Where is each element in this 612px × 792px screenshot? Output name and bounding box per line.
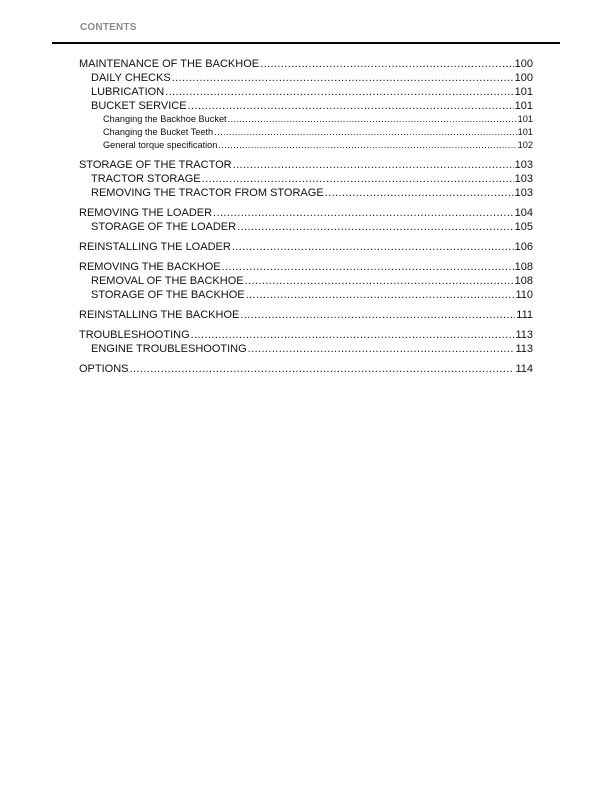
toc-section (79, 328, 533, 356)
toc-entry[interactable] (79, 288, 533, 302)
dot-leader (248, 342, 515, 356)
dot-leader (232, 240, 514, 254)
toc-entry-title: LUBRICATION (91, 86, 165, 98)
toc-section (79, 260, 533, 302)
toc-entry-title: REMOVING THE BACKHOE (79, 261, 221, 273)
header-divider (52, 42, 560, 44)
dot-leader (245, 274, 514, 288)
toc-entry-title: REINSTALLING THE BACKHOE (79, 309, 240, 321)
dot-leader (165, 85, 514, 99)
toc-entry[interactable] (79, 158, 533, 172)
toc-section (79, 57, 533, 152)
table-of-contents (79, 57, 533, 382)
toc-entry[interactable] (79, 139, 533, 152)
toc-entry[interactable] (79, 274, 533, 288)
toc-entry-page-number: 113 (515, 329, 533, 341)
toc-entry-page-number: 105 (514, 221, 533, 233)
dot-leader (130, 362, 515, 376)
toc-entry-page-number: 101 (514, 100, 533, 112)
toc-entry-page-number: 102 (517, 140, 533, 150)
toc-entry-page-number: 101 (514, 86, 533, 98)
toc-entry[interactable] (79, 113, 533, 126)
toc-section (79, 240, 533, 254)
toc-entry-page-number: 103 (514, 173, 533, 185)
toc-entry-title: ENGINE TROUBLESHOOTING (91, 343, 247, 355)
toc-entry-title: TROUBLESHOOTING (79, 329, 190, 341)
dot-leader (228, 113, 517, 126)
toc-entry-title: STORAGE OF THE TRACTOR (79, 159, 232, 171)
toc-entry[interactable] (79, 342, 533, 356)
toc-entry-page-number: 108 (514, 275, 533, 287)
dot-leader (213, 206, 514, 220)
toc-entry-title: Changing the Backhoe Bucket (103, 114, 227, 124)
toc-section (79, 158, 533, 200)
dot-leader (202, 172, 514, 186)
toc-section (79, 206, 533, 234)
toc-entry[interactable] (79, 99, 533, 113)
toc-entry-page-number: 113 (515, 343, 533, 355)
toc-entry-page-number: 101 (517, 127, 533, 137)
toc-entry-title: STORAGE OF THE LOADER (91, 221, 237, 233)
toc-entry[interactable] (79, 220, 533, 234)
toc-entry-title: DAILY CHECKS (91, 72, 171, 84)
toc-entry[interactable] (79, 260, 533, 274)
toc-entry[interactable] (79, 126, 533, 139)
toc-entry-page-number: 104 (514, 207, 533, 219)
dot-leader (222, 260, 514, 274)
toc-entry-title: BUCKET SERVICE (91, 100, 187, 112)
dot-leader (233, 158, 514, 172)
toc-entry[interactable] (79, 71, 533, 85)
dot-leader (188, 99, 514, 113)
toc-entry-page-number: 103 (514, 159, 533, 171)
dot-leader (218, 139, 516, 152)
toc-entry-title: General torque specification (103, 140, 218, 150)
toc-entry-title: OPTIONS (79, 363, 129, 375)
toc-entry-title: Changing the Bucket Teeth (103, 127, 214, 137)
toc-entry-page-number: 100 (514, 58, 533, 70)
toc-entry[interactable] (79, 328, 533, 342)
toc-entry-page-number: 110 (515, 289, 533, 301)
toc-section (79, 308, 533, 322)
page-header-title: CONTENTS (80, 22, 137, 33)
toc-entry[interactable] (79, 85, 533, 99)
toc-entry-page-number: 111 (516, 309, 533, 321)
toc-entry-title: REMOVING THE TRACTOR FROM STORAGE (91, 187, 324, 199)
dot-leader (214, 126, 516, 139)
toc-entry-page-number: 100 (514, 72, 533, 84)
dot-leader (172, 71, 514, 85)
toc-entry-title: STORAGE OF THE BACKHOE (91, 289, 245, 301)
dot-leader (325, 186, 514, 200)
toc-entry[interactable] (79, 206, 533, 220)
toc-entry[interactable] (79, 172, 533, 186)
toc-entry-page-number: 108 (514, 261, 533, 273)
dot-leader (246, 288, 515, 302)
toc-entry-title: REMOVING THE LOADER (79, 207, 213, 219)
toc-entry[interactable] (79, 240, 533, 254)
toc-entry[interactable] (79, 186, 533, 200)
toc-entry-page-number: 103 (514, 187, 533, 199)
toc-entry-page-number: 101 (517, 114, 533, 124)
toc-entry-page-number: 106 (514, 241, 533, 253)
dot-leader (260, 57, 514, 71)
toc-section (79, 362, 533, 376)
toc-entry-title: REMOVAL OF THE BACKHOE (91, 275, 244, 287)
toc-entry[interactable] (79, 362, 533, 376)
toc-entry[interactable] (79, 57, 533, 71)
toc-entry-page-number: 114 (515, 363, 533, 375)
toc-entry-title: MAINTENANCE OF THE BACKHOE (79, 58, 260, 70)
toc-entry-title: REINSTALLING THE LOADER (79, 241, 231, 253)
dot-leader (240, 308, 515, 322)
dot-leader (237, 220, 514, 234)
toc-entry-title: TRACTOR STORAGE (91, 173, 201, 185)
dot-leader (191, 328, 515, 342)
toc-entry[interactable] (79, 308, 533, 322)
